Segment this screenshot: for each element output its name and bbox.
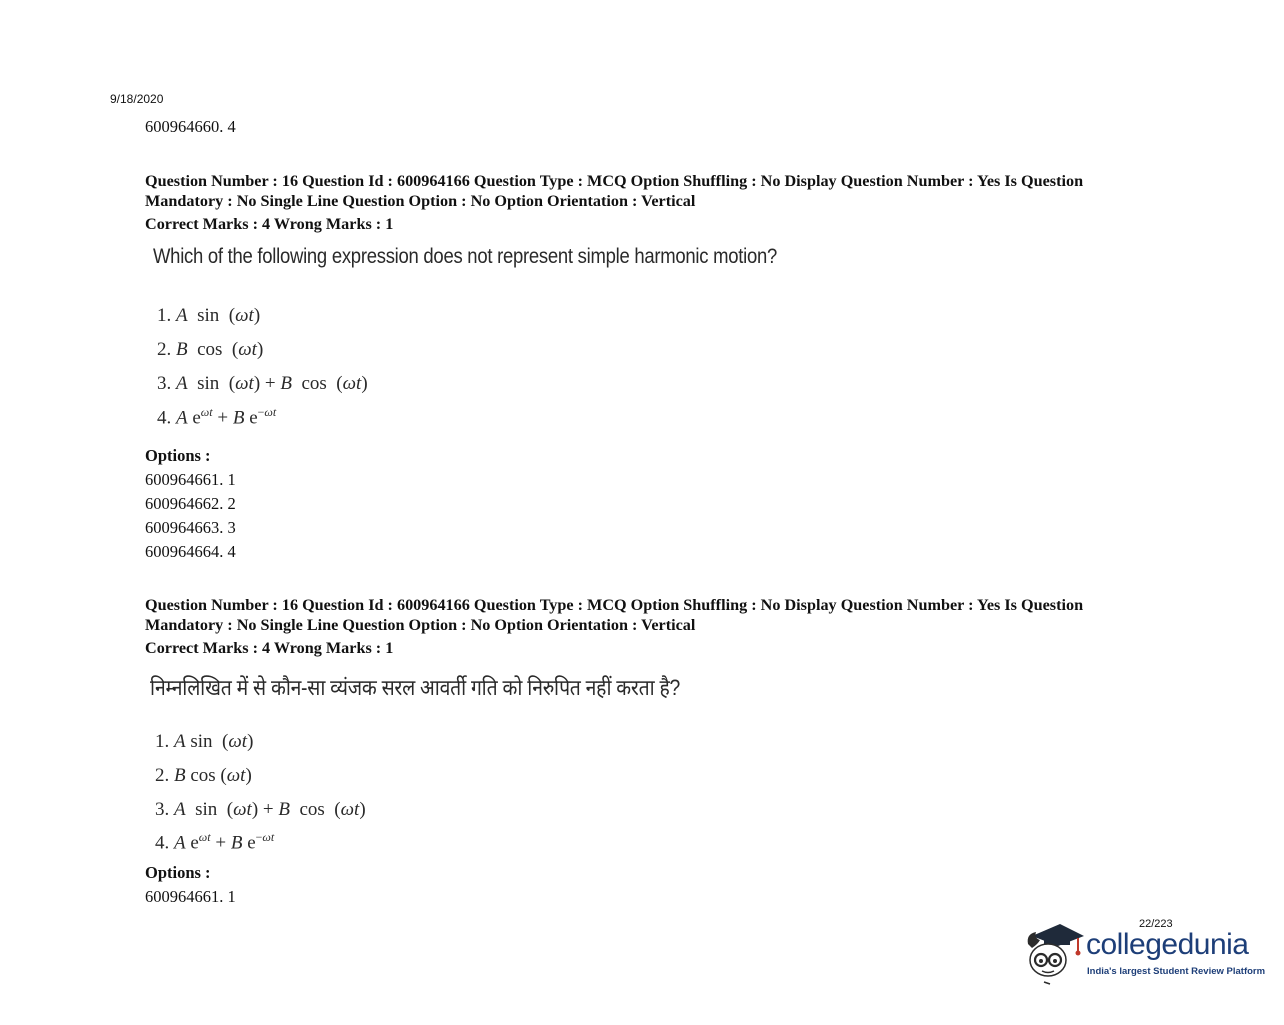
question-text-hindi: निम्नलिखित में से कौन-सा व्यंजक सरल आवर्ती गति को निरुपित नहीं करता है? — [150, 675, 680, 700]
choice-4: 4. A $e^{\omega t} + B$ $e^{-\omega t}$ — [157, 405, 277, 429]
page-number: 22/223 — [1139, 918, 1173, 930]
print-date: 9/18/2020 — [110, 92, 164, 106]
collegedunia-mascot-icon — [1022, 918, 1086, 986]
brand-name: collegedunia — [1086, 928, 1249, 961]
question-marks: Correct Marks : 4 Wrong Marks : 1 — [145, 215, 394, 233]
option-id-1: 600964661. 1 — [145, 470, 236, 489]
question-meta-line2: Mandatory : No Single Line Question Option : No Option Orientation : Vertical — [145, 616, 696, 634]
choice-3: 3. A sin (ωt) + B cos (ωt) — [155, 799, 366, 820]
choice-1: 1. A sin (ωt) — [155, 731, 254, 752]
question-meta-line1: Question Number : 16 Question Id : 600964166 Question Type : MCQ Option Shuffling : No Display Question Number : Yes Is Question — [145, 172, 1084, 190]
question-text: Which of the following expression does not represent simple harmonic motion? — [153, 245, 777, 268]
choice-1: 1. A sin (ωt) — [157, 305, 261, 326]
question-marks: Correct Marks : 4 Wrong Marks : 1 — [145, 639, 394, 657]
choice-2: 2. B cos (ωt) — [157, 339, 264, 360]
option-id-3: 600964663. 3 — [145, 518, 236, 537]
choice-3: 3. A sin (ωt) + B cos (ωt) — [157, 373, 368, 394]
previous-option-line: 600964660. 4 — [145, 117, 236, 136]
brand-tagline: India's largest Student Review Platform — [1087, 966, 1266, 977]
options-label: Options : — [145, 446, 211, 465]
option-id-1: 600964661. 1 — [145, 887, 236, 906]
question-meta-line1: Question Number : 16 Question Id : 600964166 Question Type : MCQ Option Shuffling : No Display Question Number : Yes Is Question — [145, 596, 1084, 614]
question-meta-line2: Mandatory : No Single Line Question Option : No Option Orientation : Vertical — [145, 192, 696, 210]
option-id-2: 600964662. 2 — [145, 494, 236, 513]
options-label: Options : — [145, 863, 211, 882]
choice-2: 2. B cos (ωt) — [155, 765, 252, 786]
option-id-4: 600964664. 4 — [145, 542, 236, 561]
choice-4: 4. A $e^{\omega t} + B$ $e^{-\omega t}$ — [155, 830, 275, 854]
